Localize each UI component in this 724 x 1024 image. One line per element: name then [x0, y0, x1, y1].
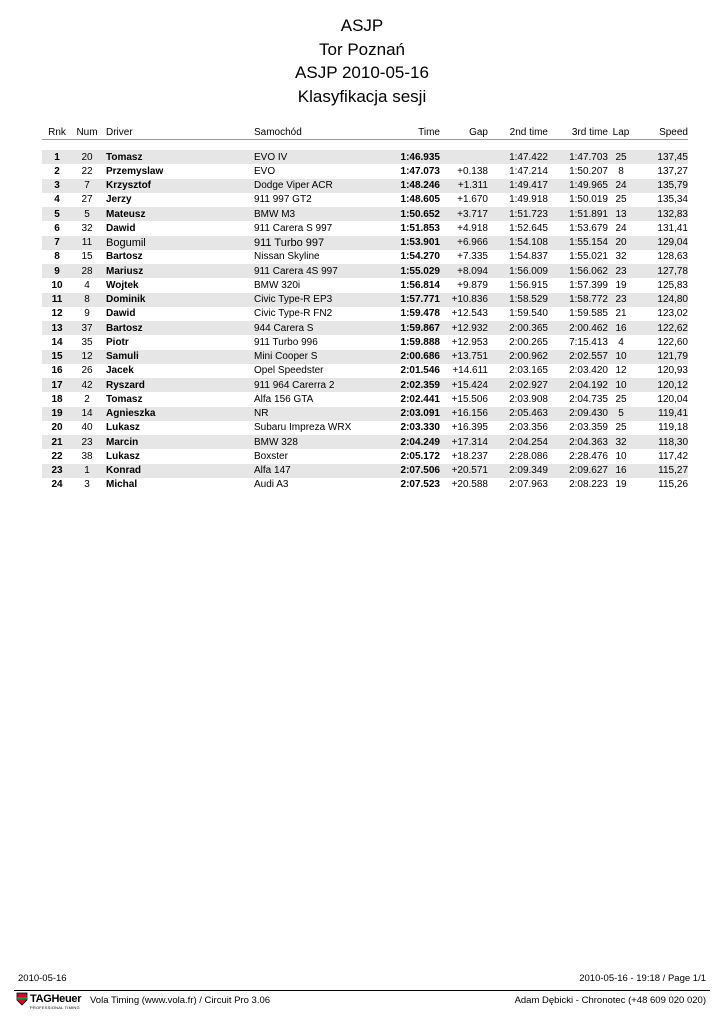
cell-car: EVO	[254, 165, 276, 177]
cell-best-time: 1:59.867	[364, 321, 440, 335]
col-rnk: Rnk	[48, 127, 66, 138]
results-body	[42, 140, 688, 493]
table-row	[42, 150, 688, 164]
cell-driver: Tomasz	[102, 150, 254, 164]
cell-speed: 125,83	[657, 279, 688, 291]
tagheuer-logo	[16, 992, 28, 1006]
cell-gap: +13.751	[440, 350, 488, 364]
cell-rank: 4	[54, 194, 60, 206]
cell-car: 911 Carera S 997	[254, 222, 333, 234]
table-row	[42, 164, 688, 178]
table-row	[42, 321, 688, 335]
cell-car-number: 14	[72, 407, 102, 421]
cell-lap: 23	[608, 264, 634, 278]
cell-3rd-time: 2:08.223	[569, 479, 608, 491]
cell-speed: 123,02	[657, 308, 688, 320]
cell-best-time: 1:46.935	[364, 150, 440, 164]
cell-best-time: 1:54.270	[400, 251, 440, 263]
cell-car-number: 3	[84, 479, 90, 491]
cell-lap: 8	[618, 165, 624, 177]
cell-best-time: 2:07.523	[400, 479, 440, 491]
cell-2nd-time: 1:56.009	[488, 264, 548, 278]
cell-lap: 25	[615, 422, 627, 434]
cell-best-time: 2:05.172	[400, 450, 440, 462]
cell-lap: 19	[615, 279, 627, 291]
cell-speed: 135,79	[634, 179, 688, 193]
cell-lap: 13	[608, 207, 634, 221]
cell-lap: 16	[608, 321, 634, 335]
cell-2nd-time: 2:03.165	[509, 365, 548, 377]
cell-rank: 22	[51, 450, 63, 462]
table-row	[42, 250, 688, 264]
cell-lap: 24	[615, 222, 627, 234]
cell-car: BMW 328	[254, 435, 364, 449]
table-row	[42, 221, 688, 235]
cell-2nd-time: 2:00.265	[509, 336, 548, 348]
cell-lap: 5	[608, 407, 634, 421]
cell-rank: 3	[42, 179, 72, 193]
cell-best-time: 2:01.546	[400, 365, 440, 377]
cell-rank: 7	[42, 236, 72, 250]
cell-driver: Marcin	[102, 435, 254, 449]
cell-lap: 23	[608, 293, 634, 307]
cell-gap: +0.138	[457, 165, 488, 177]
logo-tagline: PROFESSIONAL TIMING	[30, 1005, 80, 1010]
cell-car: 911 Turbo 996	[254, 336, 318, 348]
cell-gap: +20.588	[451, 479, 488, 491]
cell-rank: 20	[51, 422, 63, 434]
cell-3rd-time: 7:15.413	[569, 336, 608, 348]
cell-car-number: 15	[81, 251, 93, 263]
table-row	[42, 193, 688, 207]
cell-car-number: 42	[72, 378, 102, 392]
cell-3rd-time: 2:28.476	[569, 450, 608, 462]
cell-best-time: 2:02.359	[364, 378, 440, 392]
col-speed: Speed	[659, 127, 688, 138]
cell-speed: 122,60	[657, 336, 688, 348]
cell-3rd-time: 2:00.462	[548, 321, 608, 335]
cell-car-number: 9	[84, 308, 90, 320]
cell-lap: 32	[608, 435, 634, 449]
cell-gap: +12.953	[451, 336, 488, 348]
col-2nd-time: 2nd time	[509, 127, 548, 138]
cell-car-number: 27	[81, 194, 93, 206]
cell-car: Boxster	[254, 450, 288, 462]
cell-best-time: 2:07.506	[364, 464, 440, 478]
cell-speed: 127,78	[634, 264, 688, 278]
cell-2nd-time: 2:03.908	[509, 393, 548, 405]
cell-lap: 32	[615, 251, 627, 263]
table-row	[42, 378, 688, 392]
table-row	[42, 307, 688, 321]
cell-best-time: 1:59.888	[400, 336, 440, 348]
cell-3rd-time: 2:03.420	[569, 365, 608, 377]
cell-speed: 121,79	[634, 350, 688, 364]
cell-driver: Lukasz	[106, 450, 140, 462]
cell-2nd-time: 1:49.417	[488, 179, 548, 193]
cell-driver: Agnieszka	[102, 407, 254, 421]
cell-best-time: 1:57.771	[364, 293, 440, 307]
cell-best-time: 1:59.478	[400, 308, 440, 320]
cell-gap: +15.424	[440, 378, 488, 392]
col-num: Num	[76, 127, 98, 138]
cell-speed: 135,34	[657, 194, 688, 206]
cell-2nd-time: 2:00.365	[488, 321, 548, 335]
cell-car-number: 37	[72, 321, 102, 335]
cell-car: Civic Type-R FN2	[254, 308, 333, 320]
cell-gap: +1.311	[440, 179, 488, 193]
cell-3rd-time: 1:49.965	[548, 179, 608, 193]
cell-gap	[440, 150, 488, 164]
cell-driver: Jacek	[106, 365, 134, 377]
cell-car-number: 28	[72, 264, 102, 278]
cell-lap: 10	[608, 378, 634, 392]
cell-car-number: 2	[84, 393, 90, 405]
cell-car-number: 1	[72, 464, 102, 478]
cell-driver: Wojtek	[106, 279, 139, 291]
cell-car: Alfa 147	[254, 464, 364, 478]
cell-lap: 20	[608, 236, 634, 250]
table-row	[42, 278, 688, 292]
cell-rank: 19	[42, 407, 72, 421]
cell-rank: 24	[51, 479, 63, 491]
cell-speed: 137,45	[634, 150, 688, 164]
cell-2nd-time: 2:07.963	[509, 479, 548, 491]
cell-3rd-time: 2:09.430	[548, 407, 608, 421]
col-3rd-time: 3rd time	[571, 127, 608, 138]
cell-driver: Ryszard	[102, 378, 254, 392]
cell-gap: +16.156	[440, 407, 488, 421]
cell-car: 911 997 GT2	[254, 194, 312, 206]
cell-driver: Mateusz	[102, 207, 254, 221]
cell-car: Audi A3	[254, 479, 289, 491]
cell-gap: +6.966	[440, 236, 488, 250]
cell-driver: Dominik	[102, 293, 254, 307]
cell-rank: 11	[42, 293, 72, 307]
cell-2nd-time: 1:56.915	[509, 279, 548, 291]
cell-speed: 131,41	[657, 222, 688, 234]
cell-3rd-time: 1:50.019	[569, 194, 608, 206]
cell-3rd-time: 2:02.557	[548, 350, 608, 364]
cell-car: BMW 320i	[254, 279, 301, 291]
cell-car: 944 Carera S	[254, 321, 364, 335]
cell-car-number: 4	[84, 279, 90, 291]
cell-lap: 21	[615, 308, 627, 320]
cell-car: 911 Carera 4S 997	[254, 264, 364, 278]
table-row	[42, 464, 688, 478]
cell-gap: +3.717	[440, 207, 488, 221]
track-name: Tor Poznań	[319, 39, 405, 59]
cell-car-number: 8	[72, 293, 102, 307]
cell-speed: 117,42	[658, 450, 688, 462]
cell-driver: Krzysztof	[102, 179, 254, 193]
cell-car-number: 11	[72, 236, 102, 250]
cell-speed: 137,27	[657, 165, 688, 177]
cell-rank: 6	[54, 222, 60, 234]
cell-best-time: 1:51.853	[400, 222, 440, 234]
cell-2nd-time: 2:03.356	[509, 422, 548, 434]
cell-3rd-time: 1:57.399	[569, 279, 608, 291]
cell-gap: +12.543	[451, 308, 488, 320]
cell-lap: 12	[615, 365, 627, 377]
cell-rank: 8	[54, 251, 60, 263]
cell-car: Dodge Viper ACR	[254, 179, 364, 193]
cell-driver: Jerzy	[106, 194, 132, 206]
cell-3rd-time: 1:55.021	[569, 251, 608, 263]
cell-car: BMW M3	[254, 207, 364, 221]
cell-rank: 18	[51, 393, 63, 405]
cell-speed: 129,04	[634, 236, 688, 250]
cell-3rd-time: 2:09.627	[548, 464, 608, 478]
cell-rank: 9	[42, 264, 72, 278]
cell-2nd-time: 2:28.086	[509, 450, 548, 462]
cell-lap: 10	[615, 450, 627, 462]
cell-car: Nissan Skyline	[254, 251, 320, 263]
col-driver: Driver	[106, 127, 133, 138]
cell-driver: Samuli	[102, 350, 254, 364]
table-row	[42, 335, 688, 349]
cell-driver: Dawid	[106, 222, 136, 234]
cell-best-time: 2:03.330	[400, 422, 440, 434]
results-table	[42, 126, 688, 492]
cell-2nd-time: 1:59.540	[509, 308, 548, 320]
col-time: Time	[418, 127, 440, 138]
footer-date: 2010-05-16	[18, 973, 67, 984]
col-gap: Gap	[469, 127, 488, 138]
col-lap: Lap	[612, 127, 630, 138]
cell-speed: 118,30	[634, 435, 688, 449]
cell-lap: 25	[615, 393, 627, 405]
cell-car-number: 23	[72, 435, 102, 449]
cell-rank: 12	[51, 308, 63, 320]
cell-2nd-time: 2:09.349	[488, 464, 548, 478]
cell-gap: +17.314	[440, 435, 488, 449]
table-row	[42, 407, 688, 421]
cell-2nd-time: 1:47.214	[509, 165, 548, 177]
cell-car-number: 26	[81, 365, 93, 377]
cell-2nd-time: 1:58.529	[488, 293, 548, 307]
cell-3rd-time: 1:51.891	[548, 207, 608, 221]
cell-gap: +14.611	[452, 365, 488, 377]
cell-gap: +16.395	[451, 422, 488, 434]
cell-driver: Bogumil	[102, 236, 254, 250]
tagheuer-shield-band	[17, 997, 27, 1000]
cell-car-number: 22	[81, 165, 93, 177]
header-row	[42, 126, 688, 140]
cell-car-number: 38	[81, 450, 93, 462]
table-row	[42, 264, 688, 278]
cell-3rd-time: 1:58.772	[548, 293, 608, 307]
cell-gap: +18.237	[451, 450, 488, 462]
cell-speed: 122,62	[634, 321, 688, 335]
cell-best-time: 1:50.652	[364, 207, 440, 221]
cell-gap: +15.506	[451, 393, 488, 405]
cell-2nd-time: 1:47.422	[488, 150, 548, 164]
table-row	[42, 364, 688, 378]
cell-3rd-time: 1:50.207	[569, 165, 608, 177]
table-row	[42, 293, 688, 307]
cell-best-time: 1:48.246	[364, 179, 440, 193]
cell-car-number: 5	[72, 207, 102, 221]
cell-gap: +7.335	[457, 251, 488, 263]
cell-3rd-time: 2:03.359	[569, 422, 608, 434]
cell-speed: 119,41	[634, 407, 688, 421]
cell-2nd-time: 1:54.837	[509, 251, 548, 263]
cell-3rd-time: 2:04.192	[548, 378, 608, 392]
cell-rank: 1	[42, 150, 72, 164]
cell-2nd-time: 2:04.254	[488, 435, 548, 449]
cell-best-time: 2:03.091	[364, 407, 440, 421]
cell-speed: 120,04	[657, 393, 688, 405]
table-row	[42, 392, 688, 406]
cell-speed: 115,26	[658, 479, 688, 491]
cell-gap: +1.670	[457, 194, 488, 206]
cell-3rd-time: 1:47.703	[548, 150, 608, 164]
cell-best-time: 2:00.686	[364, 350, 440, 364]
cell-speed: 120,93	[657, 365, 688, 377]
cell-car: EVO IV	[254, 150, 364, 164]
event-name: ASJP 2010-05-16	[295, 63, 429, 82]
cell-3rd-time: 1:55.154	[548, 236, 608, 250]
cell-driver: Konrad	[102, 464, 254, 478]
cell-gap: +20.571	[440, 464, 488, 478]
cell-car: Subaru Impreza WRX	[254, 422, 352, 434]
cell-3rd-time: 2:04.735	[569, 393, 608, 405]
table-row	[42, 179, 688, 193]
cell-2nd-time: 1:51.723	[488, 207, 548, 221]
footer-timekeeper: Adam Dębicki - Chronotec (+48 609 020 020)	[514, 995, 706, 1006]
cell-speed: 132,83	[634, 207, 688, 221]
logo-wordmark: TAGHeuer	[30, 993, 82, 1005]
cell-car: Alfa 156 GTA	[254, 393, 314, 405]
cell-driver: Bartosz	[102, 321, 254, 335]
cell-gap: +4.918	[457, 222, 488, 234]
cell-rank: 2	[54, 165, 60, 177]
report-header	[0, 14, 724, 108]
cell-car: Mini Cooper S	[254, 350, 364, 364]
cell-car: 911 964 Carerra 2	[254, 378, 364, 392]
cell-rank: 23	[42, 464, 72, 478]
cell-driver: Przemyslaw	[106, 165, 164, 177]
footer-divider	[14, 990, 710, 991]
cell-rank: 5	[42, 207, 72, 221]
table-row	[42, 435, 688, 449]
cell-rank: 13	[42, 321, 72, 335]
table-row	[42, 421, 688, 435]
cell-lap: 25	[608, 150, 634, 164]
cell-lap: 16	[608, 464, 634, 478]
cell-rank: 15	[42, 350, 72, 364]
cell-speed: 124,80	[634, 293, 688, 307]
cell-driver: Lukasz	[106, 422, 140, 434]
col-car: Samochód	[254, 127, 302, 138]
cell-3rd-time: 2:04.363	[548, 435, 608, 449]
cell-best-time: 1:53.901	[364, 236, 440, 250]
cell-gap: +12.932	[440, 321, 488, 335]
cell-lap: 10	[608, 350, 634, 364]
cell-driver: Mariusz	[102, 264, 254, 278]
cell-speed: 120,12	[634, 378, 688, 392]
cell-gap: +8.094	[440, 264, 488, 278]
cell-speed: 128,63	[657, 251, 688, 263]
series-title: ASJP	[340, 16, 384, 35]
footer-software: Vola Timing (www.vola.fr) / Circuit Pro 3.06	[90, 995, 271, 1006]
cell-car: Civic Type-R EP3	[254, 293, 364, 307]
table-row	[42, 449, 688, 463]
cell-car: Opel Speedster	[254, 365, 324, 377]
cell-2nd-time: 2:05.463	[488, 407, 548, 421]
cell-lap: 24	[608, 179, 634, 193]
session-title: Klasyfikacja sesji	[297, 86, 427, 106]
cell-3rd-time: 1:53.679	[569, 222, 608, 234]
cell-driver: Piotr	[106, 336, 129, 348]
cell-rank: 16	[51, 365, 63, 377]
cell-car-number: 12	[72, 350, 102, 364]
cell-driver: Dawid	[106, 308, 136, 320]
cell-lap: 19	[615, 479, 627, 491]
cell-car-number: 32	[81, 222, 93, 234]
cell-rank: 14	[51, 336, 63, 348]
cell-car-number: 35	[81, 336, 93, 348]
cell-car: 911 Turbo 997	[254, 236, 364, 250]
cell-car: NR	[254, 407, 364, 421]
cell-speed: 115,27	[634, 464, 688, 478]
cell-2nd-time: 1:54.108	[488, 236, 548, 250]
cell-driver: Tomasz	[106, 393, 143, 405]
table-row	[42, 350, 688, 364]
cell-car-number: 40	[81, 422, 93, 434]
cell-gap: +10.836	[440, 293, 488, 307]
cell-best-time: 1:55.029	[364, 264, 440, 278]
cell-lap: 25	[615, 194, 627, 206]
table-row	[42, 236, 688, 250]
cell-driver: Bartosz	[106, 251, 143, 263]
cell-car-number: 7	[72, 179, 102, 193]
cell-best-time: 2:02.441	[400, 393, 440, 405]
cell-rank: 10	[51, 279, 63, 291]
cell-car-number: 20	[72, 150, 102, 164]
cell-3rd-time: 1:56.062	[548, 264, 608, 278]
cell-best-time: 2:04.249	[364, 435, 440, 449]
table-row	[42, 207, 688, 221]
cell-2nd-time: 2:02.927	[488, 378, 548, 392]
cell-rank: 21	[42, 435, 72, 449]
table-row	[42, 478, 688, 492]
cell-2nd-time: 1:52.645	[509, 222, 548, 234]
cell-best-time: 1:48.605	[400, 194, 440, 206]
cell-lap: 4	[618, 336, 624, 348]
cell-driver: Michal	[106, 479, 138, 491]
cell-gap: +9.879	[457, 279, 488, 291]
cell-2nd-time: 2:00.962	[488, 350, 548, 364]
cell-2nd-time: 1:49.918	[509, 194, 548, 206]
footer-page-info: 2010-05-16 - 19:18 / Page 1/1	[579, 973, 706, 984]
cell-speed: 119,18	[658, 422, 688, 434]
cell-best-time: 1:56.814	[400, 279, 440, 291]
cell-rank: 17	[42, 378, 72, 392]
cell-best-time: 1:47.073	[400, 165, 440, 177]
cell-3rd-time: 1:59.585	[569, 308, 608, 320]
